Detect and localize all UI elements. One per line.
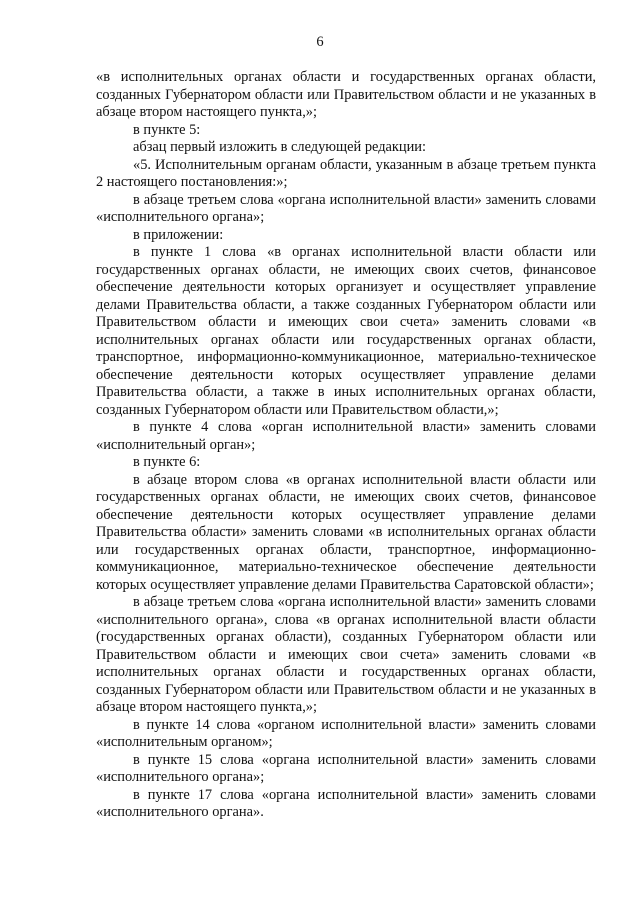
paragraph-6: в приложении:: [133, 226, 224, 243]
paragraph-9: в пункте 6:: [133, 454, 201, 470]
paragraph-7: в пункте 1 слова «в органах исполнительной власти области или государственных органах области, не имеющих своих счетов, финансовое обеспечение деятельности которых организует и осуществляет управление делами Правительства области, а также созданных Губернатором области или Правительством области и имеющих свои счета» заменить словами «в исполнительных органах области или государственных органах области, транспортное, информационно-коммуникационное, материально-техническое обеспечение деятельности которых осуществляет управление делами Правительства области, а также в иных исполнительных органах области, созданных Губернатором области или Правительством области,»;: [96, 244, 596, 418]
paragraph-1: «в исполнительных органах области и государственных органах области, созданных Губернатором области или Правительством области и не указанных в абзаце втором настоящего пункта,»;: [96, 69, 596, 120]
paragraph-14: в пункте 17 слова «органа исполнительной власти» заменить словами «исполнительного органа».: [96, 786, 596, 820]
paragraph-10: в абзаце втором слова «в органах исполнительной власти области или государственных органах области, не имеющих своих счетов, финансовое обеспечение деятельности которых осуществляет управление делами Правительства области» заменить словами «в исполнительных органах области или государственных органах области, транспортное, информационно-коммуникационное, материально-техническое обеспечение деятельности которых осуществляет управление делами Правительства Саратовской области»;: [96, 471, 596, 593]
paragraph-11: в абзаце третьем слова «органа исполнительной власти» заменить словами «исполнительного органа», слова «в органах исполнительной власти области (государственных органах области), созданных Губернатором области или Правительством области и имеющих свои счета» заменить словами «в исполнительных органах области и государственных органах области, созданных Губернатором области или Правительством области и не указанных в абзаце втором настоящего пункта,»;: [96, 594, 596, 715]
paragraph-13: в пункте 15 слова «органа исполнительной власти» заменить словами «исполнительного органа»;: [96, 751, 596, 785]
paragraph-5: в абзаце третьем слова «органа исполнительной власти» заменить словами «исполнительного органа»;: [96, 191, 596, 225]
paragraph-8: в пункте 4 слова «орган исполнительной власти» заменить словами «исполнительный орган»;: [96, 419, 596, 453]
paragraph-12: в пункте 14 слова «органом исполнительной власти» заменить словами «исполнительным органом»;: [96, 716, 596, 750]
document-body: [96, 69, 596, 822]
paragraph-4: «5. Исполнительным органам области, указанным в абзаце третьем пункта 2 настоящего постановления:»;: [96, 156, 596, 190]
page-number: 6: [316, 34, 324, 50]
paragraph-3: абзац первый изложить в следующей редакции:: [133, 139, 427, 155]
paragraph-2: в пункте 5:: [133, 121, 201, 138]
